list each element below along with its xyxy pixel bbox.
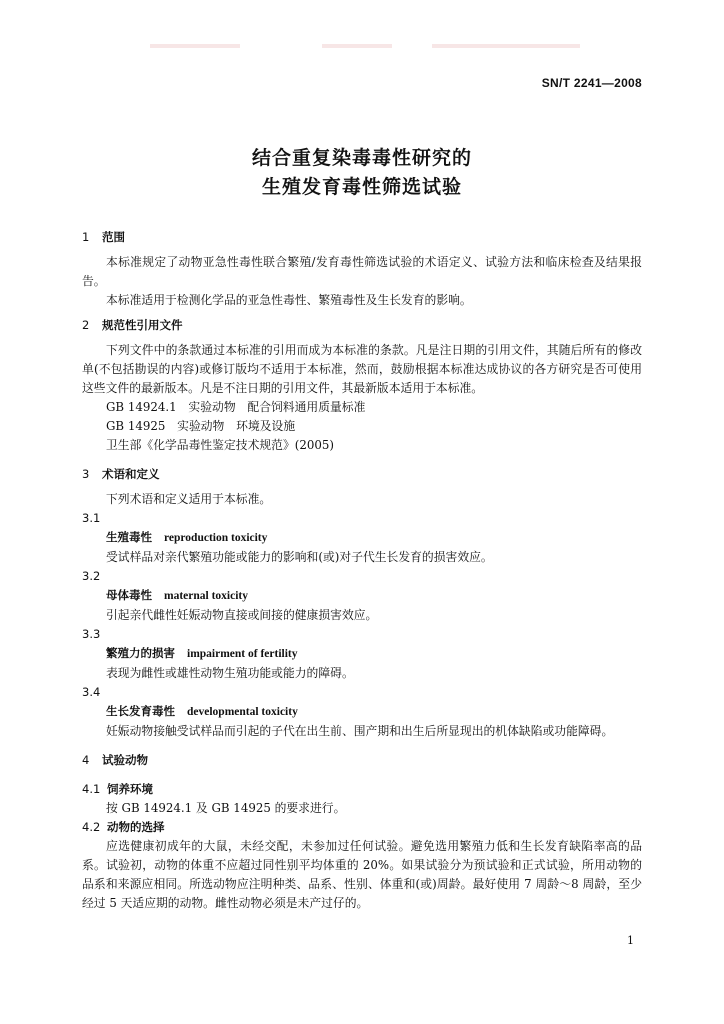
section-heading-2: 2 规范性引用文件 xyxy=(82,318,183,332)
header-marks xyxy=(150,44,580,50)
paragraph: 本标准适用于检测化学品的亚急性毒性、繁殖毒性及生长发育的影响。 xyxy=(106,293,472,307)
term-definition: 受试样品对亲代繁殖功能或能力的影响和(或)对子代生长发育的损害效应。 xyxy=(106,550,493,564)
term-number: 3.1 xyxy=(82,511,101,525)
document-body xyxy=(82,228,642,913)
term-heading: 生长发育毒性 developmental toxicity xyxy=(106,704,298,718)
reference-item: GB 14925 实验动物 环境及设施 xyxy=(106,419,296,433)
paragraph: 应选健康初成年的大鼠，未经交配，未参加过任何试验。避免选用繁殖力低和生长发育缺陷率高的品系。试验初，动物的体重不应超过同性别平均体重的 20%。如果试验分为预试验和正式试验，所用动物的品系和来源应相同。所选动物应注明种类、品系、性别、体重和(或)周龄。最好使用 7 周龄～8 周龄，至少经过 5 天适应期的动物。雌性动物必须是未产过仔的。 xyxy=(82,839,642,910)
subsection-heading: 4.1 饲养环境 xyxy=(82,782,153,796)
page-number: 1 xyxy=(627,934,634,947)
paragraph: 下列术语和定义适用于本标准。 xyxy=(106,492,272,506)
section-heading-1: 1 范围 xyxy=(82,230,125,244)
term-heading: 母体毒性 maternal toxicity xyxy=(106,588,248,602)
section-heading-3: 3 术语和定义 xyxy=(82,467,160,481)
subsection-heading: 4.2 动物的选择 xyxy=(82,820,165,834)
reference-item: 卫生部《化学品毒性鉴定技术规范》(2005) xyxy=(106,438,334,452)
paragraph: 按 GB 14924.1 及 GB 14925 的要求进行。 xyxy=(106,801,346,815)
reference-item: GB 14924.1 实验动物 配合饲料通用质量标准 xyxy=(106,400,366,414)
term-number: 3.3 xyxy=(82,627,101,641)
standard-number: SN/T 2241—2008 xyxy=(541,76,642,90)
paragraph: 下列文件中的条款通过本标准的引用而成为本标准的条款。凡是注日期的引用文件，其随后所有的修改单(不包括勘误的内容)或修订版均不适用于本标准，然而，鼓励根据本标准达成协议的各方研究是否可使用这些文件的最新版本。凡是不注日期的引用文件，其最新版本适用于本标准。 xyxy=(82,343,642,395)
term-definition: 妊娠动物接触受试样品而引起的子代在出生前、围产期和出生后所显现出的机体缺陷或功能障碍。 xyxy=(106,724,614,738)
term-heading: 繁殖力的损害 impairment of fertility xyxy=(106,646,298,660)
document-title-line1: 结合重复染毒毒性研究的 xyxy=(251,147,472,169)
term-number: 3.2 xyxy=(82,569,101,583)
paragraph: 本标准规定了动物亚急性毒性联合繁殖/发育毒性筛选试验的术语定义、试验方法和临床检查及结果报告。 xyxy=(82,255,642,288)
document-title-line2: 生殖发育毒性筛选试验 xyxy=(261,176,462,198)
term-definition: 表现为雌性或雄性动物生殖功能或能力的障碍。 xyxy=(106,666,354,680)
section-heading-4: 4 试验动物 xyxy=(82,753,148,767)
term-number: 3.4 xyxy=(82,685,101,699)
term-heading: 生殖毒性 reproduction toxicity xyxy=(106,530,268,544)
term-definition: 引起亲代雌性妊娠动物直接或间接的健康损害效应。 xyxy=(106,608,378,622)
